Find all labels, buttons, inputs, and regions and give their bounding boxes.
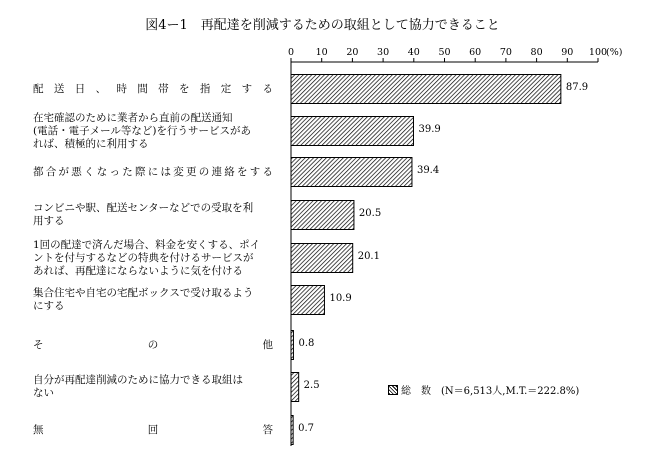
category-label: 在宅確認のために業者から直前の配送通知 (電話・電子メール等など)を行うサービスがあ れば、積極的に利用する: [33, 111, 251, 150]
value-label: 20.5: [358, 208, 382, 219]
legend-label: 総 数 (N＝6,513人,M.T.＝222.8%): [401, 386, 580, 397]
x-tick-label: 0: [287, 47, 295, 58]
category-label: 都合が悪くなった際には変更の連絡をする: [33, 165, 273, 178]
category-label: コンビニや駅、配送センターなどでの受取を利 用する: [33, 202, 254, 227]
value-label: 0.8: [298, 338, 315, 349]
value-label: 0.7: [298, 423, 315, 434]
x-tick-label: 20: [346, 47, 359, 58]
x-tick-label: 60: [469, 47, 482, 58]
bar: [291, 416, 293, 445]
category-label: 自分が再配達削減のために協力できる取組は ない: [33, 374, 243, 399]
x-tick-label: 50: [438, 47, 451, 58]
value-label: 87.9: [565, 82, 589, 93]
bar: [291, 117, 413, 146]
axis-unit-label: (%): [606, 47, 623, 58]
category-label: そ の 他: [33, 338, 273, 351]
category-label: 配送日、時間帯を指定する: [33, 82, 273, 95]
bar: [291, 201, 354, 230]
value-label: 2.5: [303, 380, 320, 391]
category-label: 無 回 答: [33, 423, 273, 436]
legend-swatch: [388, 385, 398, 395]
bar: [291, 373, 299, 402]
chart-title: 図4ー1 再配達を削減するための取組として協力できること: [145, 18, 500, 33]
bar: [291, 158, 412, 187]
value-label: 20.1: [357, 251, 380, 262]
value-label: 10.9: [329, 293, 352, 304]
legend: [388, 382, 579, 397]
value-label: 39.4: [416, 165, 440, 176]
x-tick-label: 80: [530, 47, 543, 58]
x-tick-label: 100: [588, 47, 608, 58]
bar: [291, 75, 561, 104]
bar: [291, 286, 324, 315]
x-tick-label: 90: [561, 47, 574, 58]
x-tick-label: 70: [499, 47, 512, 58]
category-label: 集合住宅や自宅の宅配ボックスで受け取るよう にする: [33, 287, 254, 312]
bar: [291, 244, 353, 273]
category-label: 1回の配達で済んだ場合、料金を安くする、ポイ ントを付与するなどの特典を付けるサービスが あれば、再配達にならないように気を付ける: [33, 238, 261, 277]
x-tick-label: 10: [315, 47, 328, 58]
x-tick-label: 40: [407, 47, 420, 58]
x-tick-label: 30: [377, 47, 390, 58]
value-label: 39.9: [418, 124, 441, 135]
bar: [291, 331, 293, 360]
